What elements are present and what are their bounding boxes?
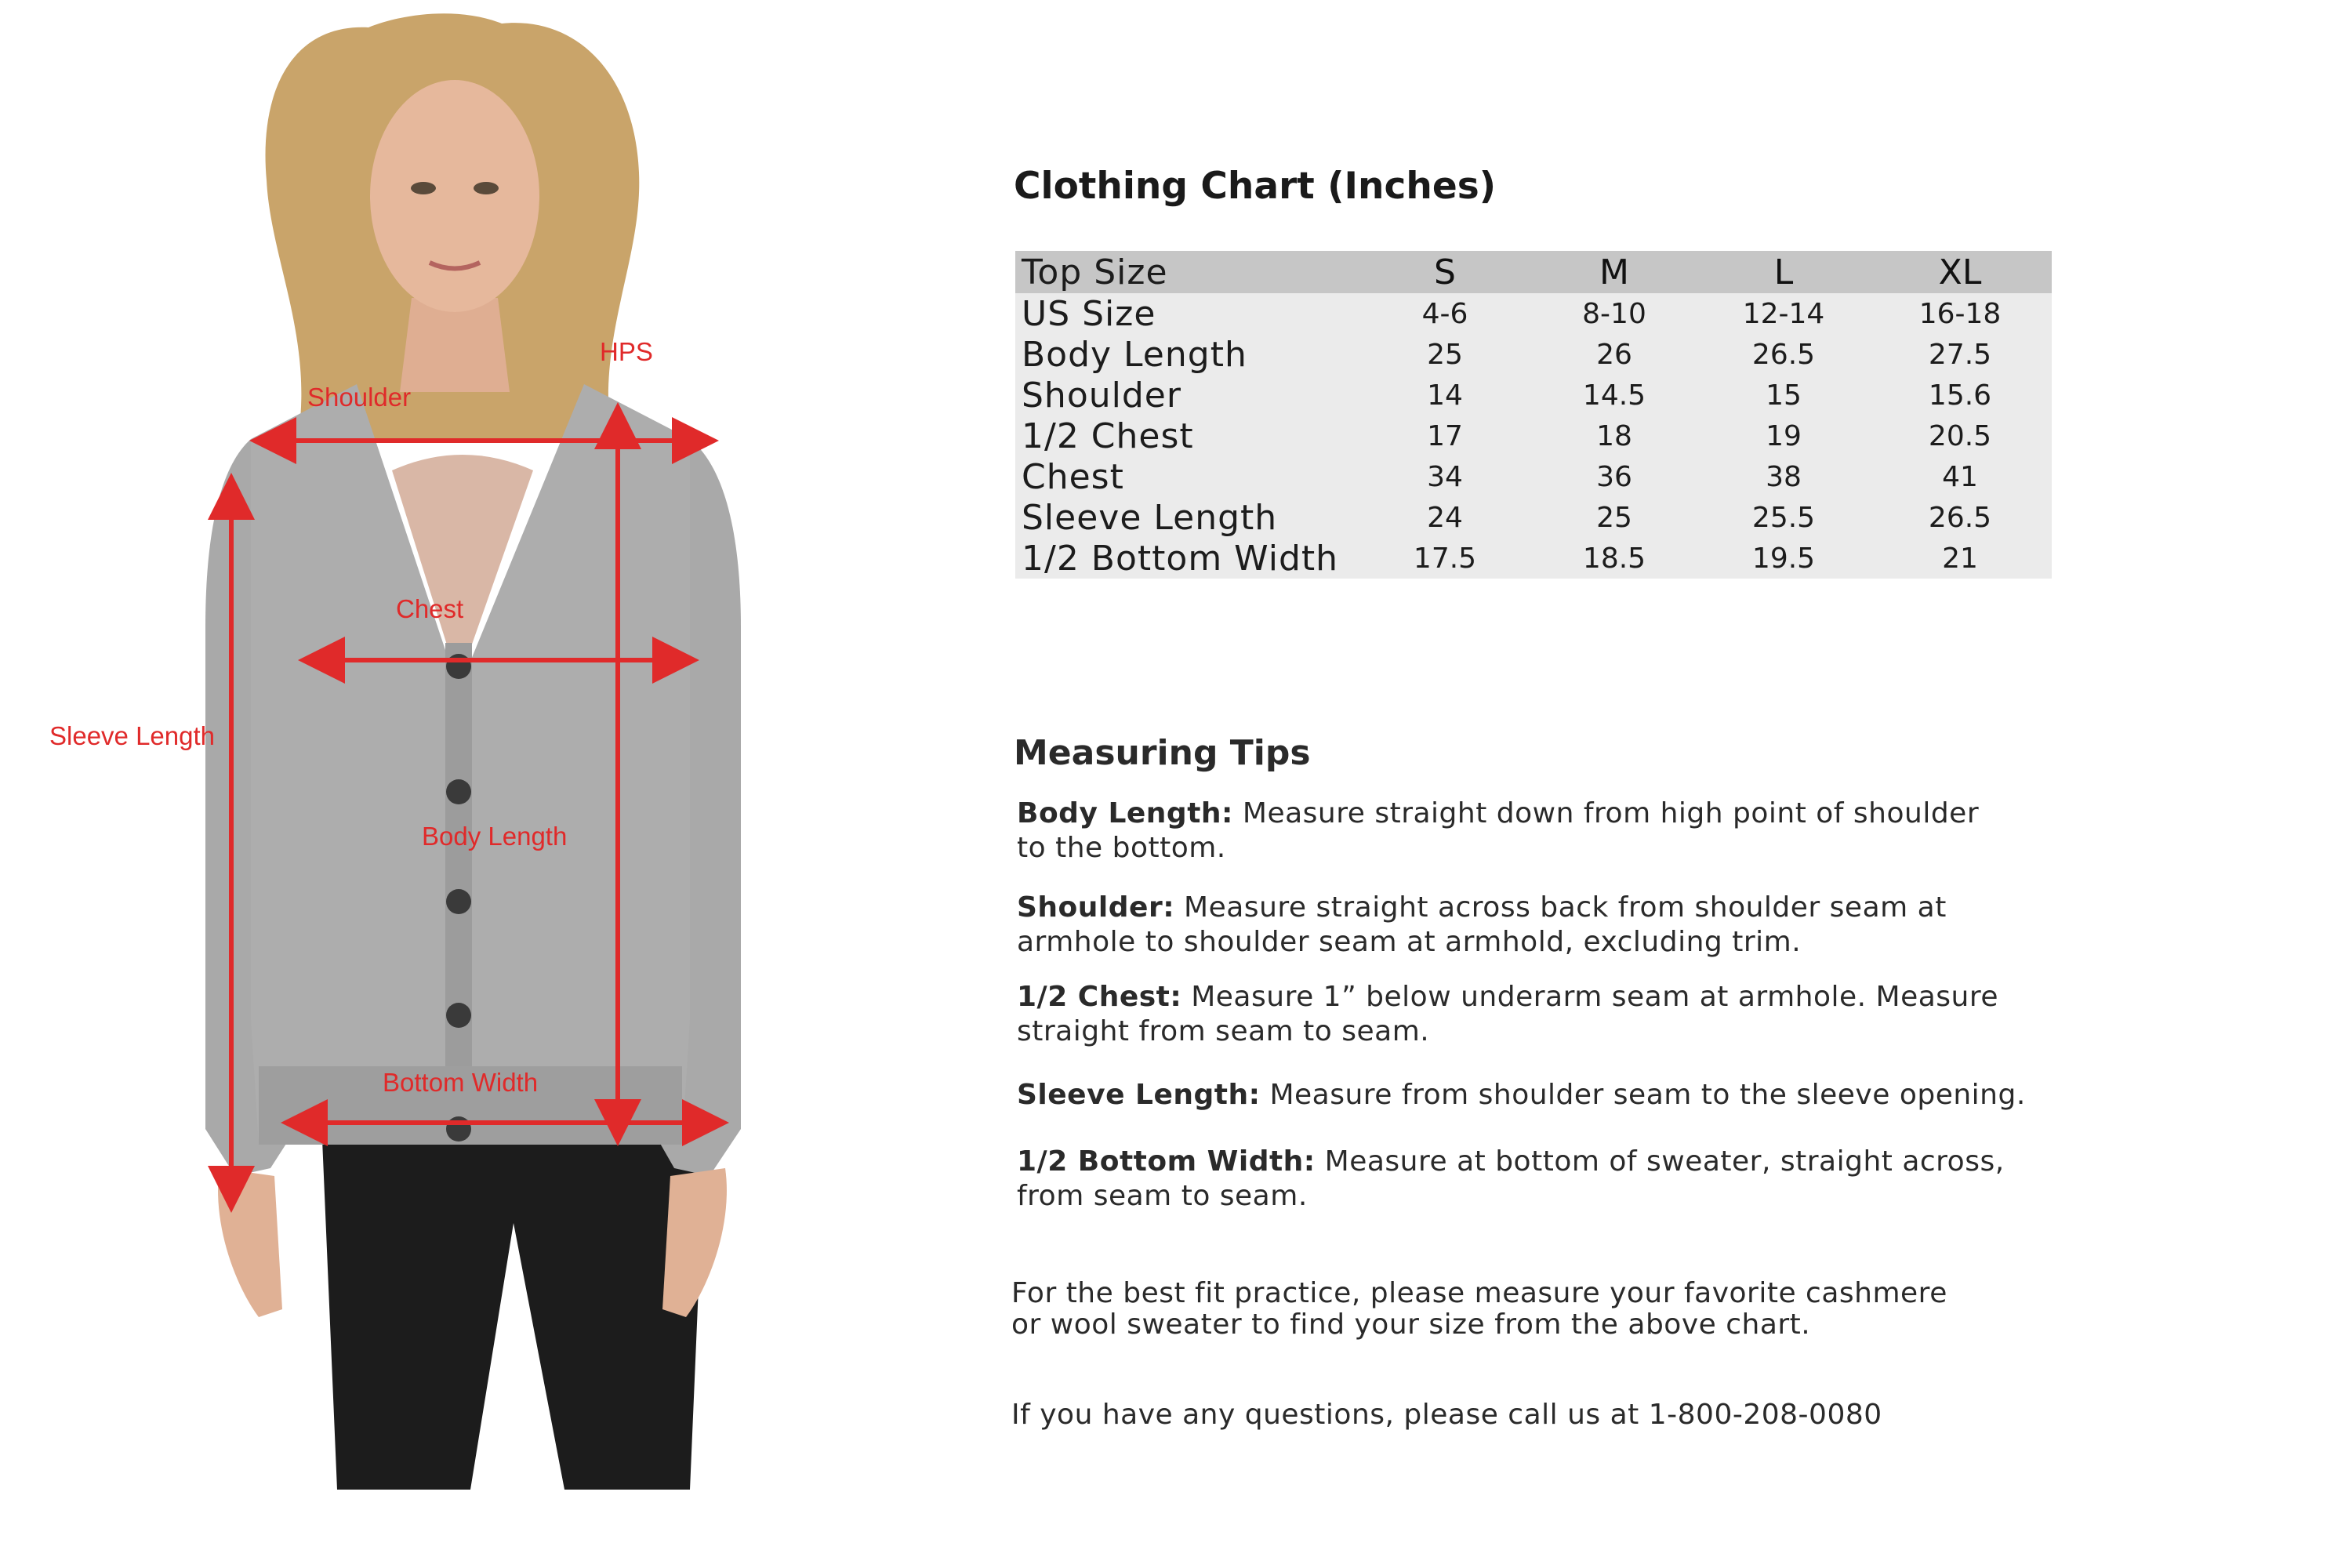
cell: 26.5: [1751, 338, 1816, 371]
cell: 25: [1427, 338, 1463, 371]
tip-text: straight from seam to seam.: [1017, 1015, 1430, 1047]
cell: 18.5: [1582, 542, 1646, 575]
model-figure: [0, 0, 902, 1490]
cell: 15.6: [1928, 379, 1992, 412]
cell: 24: [1427, 501, 1463, 534]
fit-note-line: For the best fit practice, please measure your favorite cashmere: [1011, 1277, 1947, 1309]
header-top-size: Top Size: [1022, 252, 1168, 292]
tips-title: Measuring Tips: [1014, 733, 1311, 773]
tip-text: Measure straight across back from shoulder seam at: [1174, 891, 1947, 924]
cell: 17: [1427, 419, 1463, 452]
label-bottom-width: Bottom Width: [383, 1068, 539, 1097]
header-size-s: S: [1434, 252, 1456, 292]
cell: 27.5: [1928, 338, 1992, 371]
table-row: [1015, 538, 2052, 579]
tip-half-chest: [1017, 980, 2060, 1049]
cell: 36: [1596, 460, 1632, 493]
cell: 41: [1942, 460, 1978, 493]
row-label: Shoulder: [1022, 375, 1181, 416]
cell: 21: [1942, 542, 1978, 575]
table-row: [1015, 416, 2052, 456]
cell: 16-18: [1918, 297, 2002, 330]
row-label: 1/2 Bottom Width: [1022, 538, 1339, 579]
table-row: [1015, 375, 2052, 416]
cell: 38: [1766, 460, 1802, 493]
tip-term: 1/2 Bottom Width:: [1017, 1145, 1316, 1178]
cell: 26: [1596, 338, 1632, 371]
chart-title: Clothing Chart (Inches): [1014, 165, 1497, 208]
tip-term: Sleeve Length:: [1017, 1079, 1261, 1111]
tip-text: to the bottom.: [1017, 832, 1226, 864]
cell: 8-10: [1582, 297, 1646, 330]
tip-sleeve-length: [1017, 1078, 2060, 1112]
tip-text: from seam to seam.: [1017, 1180, 1308, 1212]
table-row: [1015, 293, 2052, 334]
label-sleeve-length: Sleeve Length: [49, 721, 216, 750]
tip-text: Measure from shoulder seam to the sleeve opening.: [1260, 1079, 2026, 1111]
cell: 17.5: [1413, 542, 1477, 575]
row-label: Body Length: [1022, 334, 1247, 375]
tip-term: Shoulder:: [1017, 891, 1175, 924]
cell: 26.5: [1928, 501, 1992, 534]
table-row: [1015, 334, 2052, 375]
tip-body-length: [1017, 797, 2060, 866]
row-label: Sleeve Length: [1022, 497, 1278, 538]
tip-text: Measure at bottom of sweater, straight across,: [1315, 1145, 2005, 1178]
table-row: [1015, 456, 2052, 497]
cell: 4-6: [1421, 297, 1468, 330]
header-size-m: M: [1599, 252, 1629, 292]
label-shoulder: Shoulder: [307, 383, 412, 412]
cell: 12-14: [1742, 297, 1825, 330]
tip-term: Body Length:: [1017, 797, 1233, 829]
tip-term: 1/2 Chest:: [1017, 981, 1182, 1013]
pants: [321, 1121, 706, 1490]
cell: 25: [1596, 501, 1632, 534]
cell: 15: [1766, 379, 1802, 412]
tip-text: Measure 1” below underarm seam at armhole. Measure: [1181, 981, 1999, 1013]
size-chart-table: [1015, 251, 2052, 579]
cell: 19: [1766, 419, 1802, 452]
cell: 34: [1427, 460, 1463, 493]
fit-note: [1011, 1278, 2054, 1341]
cell: 25.5: [1751, 501, 1816, 534]
cell: 20.5: [1928, 419, 1992, 452]
contact-note: If you have any questions, please call us at 1-800-208-0080: [1011, 1399, 1882, 1431]
cell: 19.5: [1751, 542, 1816, 575]
row-label: 1/2 Chest: [1022, 416, 1194, 456]
table-header-row: [1015, 251, 2052, 293]
row-label: US Size: [1022, 293, 1156, 334]
tip-text: armhole to shoulder seam at armhold, excluding trim.: [1017, 926, 1802, 958]
table-row: [1015, 497, 2052, 538]
cell: 14.5: [1582, 379, 1646, 412]
tip-text: Measure straight down from high point of shoulder: [1232, 797, 1980, 829]
face: [370, 80, 539, 312]
tip-half-bottom-width: [1017, 1145, 2060, 1214]
header-size-xl: XL: [1938, 252, 1982, 292]
label-body-length: Body Length: [422, 822, 568, 851]
fit-note-line: or wool sweater to find your size from the above chart.: [1011, 1308, 1811, 1341]
row-label: Chest: [1022, 456, 1124, 497]
cell: 18: [1596, 419, 1632, 452]
header-size-l: L: [1773, 252, 1794, 292]
label-chest: Chest: [396, 594, 464, 623]
tip-shoulder: [1017, 891, 2060, 960]
label-hps: HPS: [600, 337, 653, 366]
cell: 14: [1427, 379, 1463, 412]
